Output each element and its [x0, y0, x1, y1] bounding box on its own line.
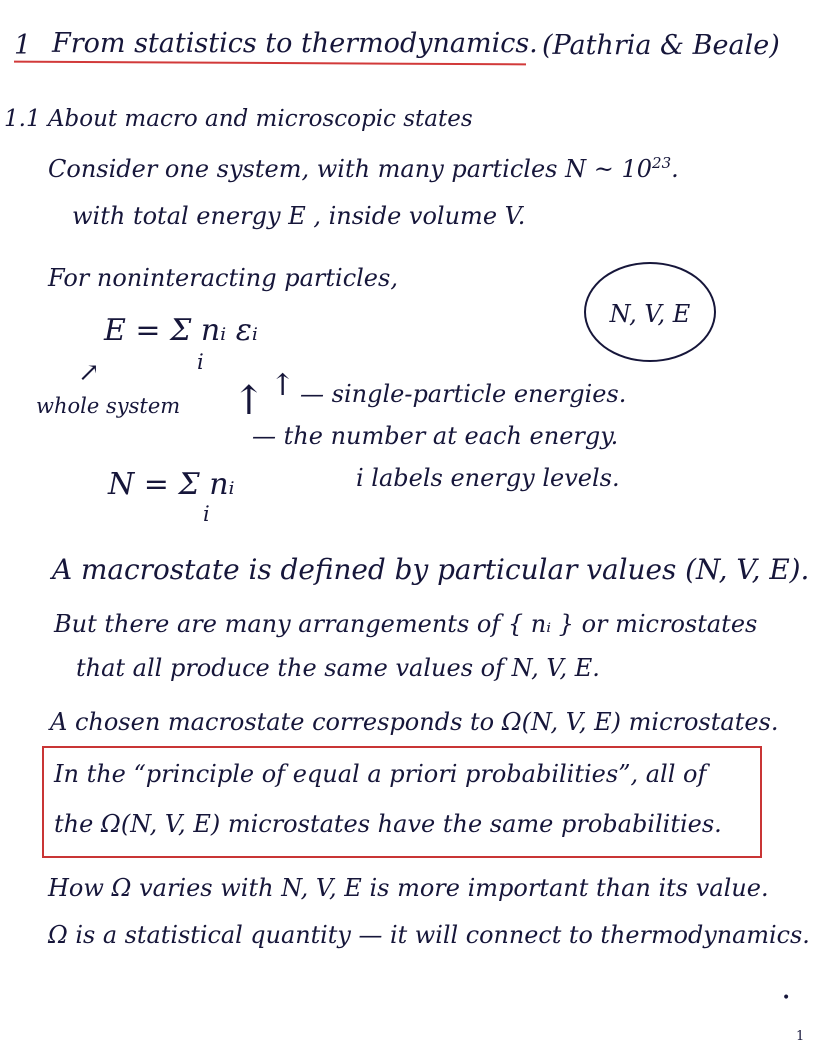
annotation-number-text: the number at each energy. — [283, 422, 619, 450]
whole-system-label: whole system — [36, 394, 181, 418]
annotation-labels: i labels energy levels. — [356, 464, 620, 492]
exponent: 23 — [652, 154, 672, 172]
equation-energy: E = Σ nᵢ εᵢ — [104, 313, 258, 348]
equation-number-subscript: i — [203, 502, 210, 526]
omega-line: A chosen macrostate corresponds to Ω(N, V, E) microstates. — [50, 708, 779, 736]
page-number: 1 — [796, 1029, 805, 1044]
line-consider — [48, 156, 679, 181]
page-title: From statistics to thermodynamics. — [52, 28, 538, 59]
dot-mark: • — [782, 990, 791, 1006]
section-heading: 1.1 About macro and microscopic states — [4, 106, 473, 132]
nve-circle — [584, 262, 716, 362]
arrow-ni-icon: ↑ — [232, 378, 266, 424]
equation-number: N = Σ nᵢ — [108, 467, 235, 502]
arrow-epsilon-icon: ↑ — [270, 368, 296, 403]
line-energy-volume: with total energy E , inside volume V. — [72, 202, 526, 230]
annotation-single-particle-text: single-particle energies. — [331, 380, 627, 408]
equation-energy-subscript: i — [197, 350, 204, 374]
same-values-line: that all produce the same values of N, V, E. — [76, 654, 600, 682]
line-noninteracting: For noninteracting particles, — [48, 264, 398, 292]
principle-line-1: In the “principle of equal a priori probabilities”, all of — [54, 760, 707, 788]
line-consider-end: . — [671, 155, 679, 183]
title-underline — [14, 61, 526, 66]
microstates-line: But there are many arrangements of { nᵢ } or microstates — [54, 610, 758, 638]
line-consider-text: Consider one system, with many particles N ~ 10 — [48, 155, 653, 183]
macrostate-definition: A macrostate is defined by particular values (N, V, E). — [52, 553, 810, 586]
annotation-number: — the number at each energy. — [252, 422, 619, 450]
omega-varies-line: How Ω varies with N, V, E is more important than its value. — [48, 874, 769, 902]
arrow-whole-icon: ↗ — [78, 358, 100, 388]
title-number: 1 — [14, 30, 32, 61]
nve-circle-label: N, V, E — [609, 300, 691, 328]
omega-statistical-line: Ω is a statistical quantity — it will connect to thermodynamics. — [48, 921, 810, 949]
annotation-single-particle: — single-particle energies. — [300, 380, 627, 408]
principle-line-2: the Ω(N, V, E) microstates have the same probabilities. — [54, 810, 722, 838]
title-source: (Pathria & Beale) — [542, 30, 780, 61]
